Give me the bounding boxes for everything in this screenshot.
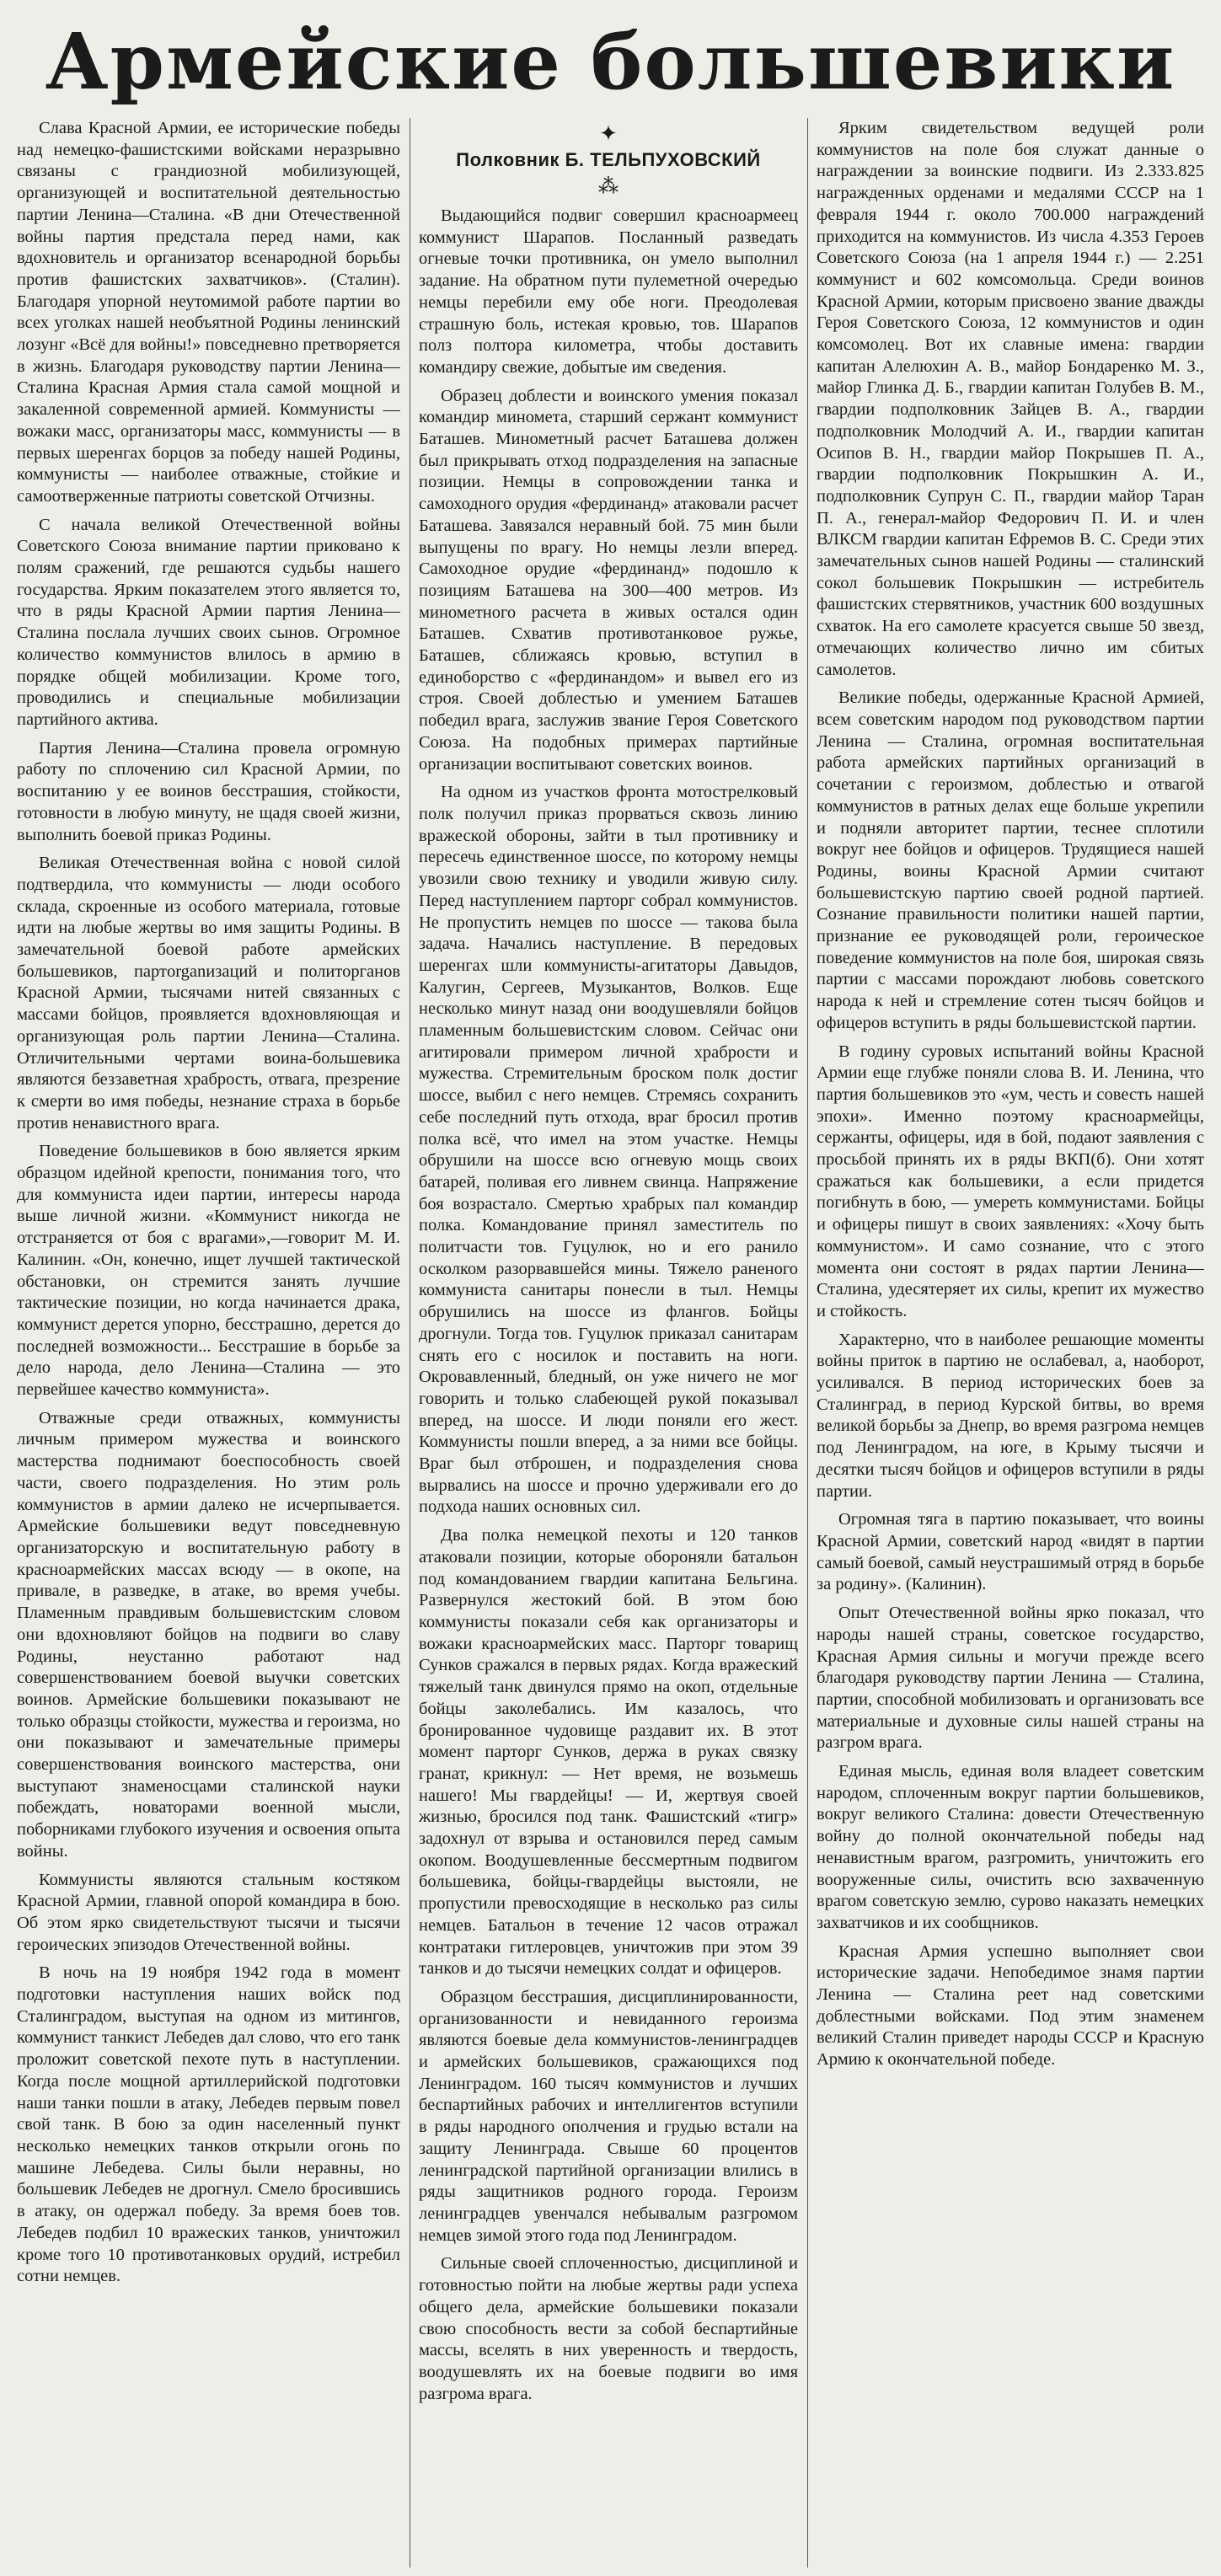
paragraph: В годину суровых испытаний войны Красной Армии еще глубже поняли слова В. И. Ленина, что партия большевиков это «ум, честь и совесть нашей эпохи». Именно поэтому красноармейцы, сержанты, офицеры, идя в бой, подают заявления с просьбой принять их в ряды ВКП(б). Они хотят сражаться как большевики, а если придется погибнуть в бою, — умереть коммунистами. Бойцы и офицеры пишут в своих заявлениях: «Хочу быть коммунистом». И само сознание, что с этого момента они состоят в рядах партии Ленина—Сталина, удесятеряет их силы, крепит их мужество и стойкость. [817,1042,1204,1320]
paragraph: Единая мысль, единая воля владеет советским народом, сплоченным вокруг партии большевиков, вокруг великого Сталина: довести Отечественную войну до полной окончательной победы над ненавистным врагом, разгромить, уничтожить его вооруженные силы, очистить всю захваченную врагом советскую землю, сурово наказать немецких захватчиков и их сообщников. [817,1762,1204,1932]
paragraph: В ночь на 19 ноября 1942 года в момент подготовки наступления наших войск под Сталинградом, выступая на одном из митингов, коммунист танкист Лебедев дал слово, что его танк проложит советской пехоте путь в наступлении. Когда после мощной артиллерийской подготовки наши танки пошли в атаку, Лебедев первым повел свой танк. В бою за один населенный пункт несколько немецких танков открыли огонь по машине Лебедева. Силы были неравны, но большевик Лебедев не дрогнул. Смело бросившись в атаку, он одержал победу. За время боев тов. Лебедев подбил 10 вражеских танков, уничтожил кроме того 10 противотанковых орудий, истребил сотни немцев. [17,1963,400,2286]
column-rule-2 [807,118,808,2568]
paragraph: Партия Ленина—Сталина провела огромную работу по сплочению сил Красной Армии, по воспитанию у ее воинов бесстрашия, стойкости, готовности в любую минуту, не щадя своей жизни, выполнить боевой приказ Родины. [17,738,400,844]
paragraph: Опыт Отечественной войны ярко показал, что народы нашей страны, советское государство, Красная Армия сильны и могучи прежде всего благодаря руководству партии Ленина — Сталина, партии, способной мобилизовать и организовать все материальные и духовные силы нашей страны на разгром врага. [817,1604,1204,1753]
paragraph: Образцом бесстрашия, дисциплинированности, организованности и невиданного героизма являются боевые дела коммунистов-ленинградцев и армейских большевиков, сражающихся под Ленинградом. 160 тысяч коммунистов и лучших беспартийных рабочих и интеллигентов вступили в ряды народного ополчения и грудью встали на защиту Ленинграда. Свыше 60 процентов ленинградской партийной организации влились в ряды защитников родного города. Героизм ленинградцев увенчался небывалым разгромом немцев зимой этого года под Ленинградом. [419,1987,798,2245]
paragraph: Отважные среди отважных, коммунисты личным примером мужества и воинского мастерства поднимают боеспособность своей части, своего подразделения. Но этим роль коммунистов в армии далеко не исчерпывается. Армейские большевики ведут повседневную организаторскую и воспитательную работу в красноармейских массах всюду — в окопе, на привале, в разведке, в атаке, во время учебы. Пламенным правдивым большевистским словом они вдохновляют бойцов на подвиги во славу Родины, неустанно работают над совершенствованием боевой выучки советских воинов. Армейские большевики показывают не только образцы стойкости, мужества и героизма, но они показывают и замечательные примеры совершенствования воинского мастерства, они выступают знаменосцами сталинской науки побеждать, новаторами военной мысли, поборниками глубокого изучения и освоения опыта войны. [17,1408,400,1861]
paragraph: Ярким свидетельством ведущей роли коммунистов на поле боя служат данные о награждении за воинские подвиги. Из 2.333.825 награжденных орденами и медалями СССР на 1 февраля 1944 г. около 700.000 награждений приходится на коммунистов. Из числа 4.353 Героев Советского Союза (на 1 апреля 1944 г.) — 2.251 коммунист и 602 комсомольца. Среди воинов Красной Армии, которым присвоено звание дважды Героя Советского Союза, 12 коммунистов и один комсомолец. Вот их славные имена: гвардии капитан Алелюхин А. В., майор Бондаренко М. З., майор Глинка Д. Б., гвардии капитан Голубев В. М., гвардии подполковник Зайцев В. А., гвардии подполковник Молодчий А. И., гвардии капитан Осипов В. Н., гвардии майор Покрышев П. А., гвардии подполковник Покрышкин А. И., подполковник Супрун С. П., гвардии майор Таран П. А., генерал-майор Федорович П. И. и член ВЛКСМ гвардии капитан Ефремов В. С. Среди этих замечательных сынов нашей Родины — сталинский сокол большевик Покрышкин — истребитель фашистских стервятников, участник 600 воздушных схваток. На его самолете красуется свыше 50 звезд, отмечающих количество лично им сбитых самолетов. [817,119,1204,679]
paragraph: Слава Красной Армии, ее исторические победы над немецко-фашистскими войсками неразрывно связаны с грандиозной мобилизующей, организующей и воспитательной деятельностью партии Ленина—Сталина. «В дни Отечественной войны партия предстала перед нами, как вдохновитель и организатор всенародной борьбы против фашистских захватчиков». (Сталин). Благодаря упорной неутомимой работе партии во всех уголках нашей необъятной Родины ленинский лозунг «Всё для войны!» повседневно претворяется в жизнь. Благодаря руководству партии Ленина—Сталина Красная Армия стала самой мощной и закаленной современной армией. Коммунисты — вожаки масс, организаторы масс, коммунисты — в первых шеренгах борцов за победу нашей Родины, коммунисты — наиболее отважные, стойкие и самоотверженные патриоты советской Отчизны. [17,119,400,506]
paragraph: Образец доблести и воинского умения показал командир миномета, старший сержант коммунист Баташев. Минометный расчет Баташева должен был прикрывать отход подразделения на запасные позиции. Немцы в сопровождении танка и самоходного орудия «фердинанд» атаковали расчет Баташева. Завязался неравный бой. 75 мин были выпущены по врагу. Но немцы лезли вперед. Самоходное орудие «фердинанд» подошло к позициям Баташева на 300—400 метров. Из минометного расчета в живых остался один Баташев. Схватив противотанковое ружье, Баташев, сближаясь кровью, вступил в единоборство с «фердинандом» и вывел его из строя. Своей доблестью и умением Баташев победил врага, заслужив звание Героя Советского Союза. На подобных примерах партийные организации воспитывают советских воинов. [419,386,798,774]
paragraph: Великая Отечественная война с новой силой подтвердила, что коммунисты — люди особого склада, скроенные из особого материала, готовые идти на любые жертвы во имя защиты Родины. В замечательной боевой работе армейских большевиков, партorganизаций и политорганов Красной Армии, тысячами нитей связанных с массами бойцов, проявляется вдохновляющая и организующая роль партии Ленина—Сталина. Отличительными чертами воина-большевика являются беззаветная храбрость, отвага, презрение к смерти во имя победы, незнание страха в борьбе против ненавистного врага. [17,854,400,1133]
paragraph: Огромная тяга в партию показывает, что воины Красной Армии, советский народ «видят в партии самый боевой, самый неустрашимый отряд в борьбе за родину». (Калинин). [817,1510,1204,1594]
ornament-top: ✦ [599,121,618,146]
paragraph: Поведение большевиков в бою является ярким образцом идейной крепости, понимания того, что для коммуниста идеи партии, интересы народа выше личной жизни. «Коммунист никогда не отстраняется от боя с врагами»,—говорит М. И. Калинин. «Он, конечно, ищет лучшей тактической обстановки, он стремится занять лучшие тактические позиции, но когда начинается драка, коммунист дерется упорно, бесстрашно, дерется до последней возможности... Бесстрашие в борьбе за дело народа, дело Ленина—Сталина — это первейшее качество коммуниста». [17,1142,400,1400]
article-column-2 [419,118,798,2569]
paragraph: Характерно, что в наиболее решающие моменты войны приток в партию не ослабевал, а, наоборот, усиливался. В период исторических боев за Сталинград, в период Курской битвы, во время великой борьбы за Днепр, во время разгрома немцев под Ленинградом, на юге, в Крыму тысячи и десятки тысяч бойцов и офицеров вступили в ряды партии. [817,1330,1204,1501]
article-column-3 [817,118,1204,2569]
paragraph: Коммунисты являются стальным костяком Красной Армии, главной опорой командира в бою. Об этом ярко свидетельствуют тысячи и тысячи героических эпизодов Отечественной войны. [17,1870,400,1954]
paragraph: Выдающийся подвиг совершил красноармеец коммунист Шарапов. Посланный разведать огневые точки противника, он умело выполнил задание. На обратном пути пулеметной очередью немцы перебили ему обе ноги. Преодолевая страшную боль, истекая кровью, тов. Шарапов полз полтора километра, чтобы доставить командиру свежие, добытые им сведения. [419,206,798,377]
paragraph: С начала великой Отечественной войны Советского Союза внимание партии приковано к полям сражений, где решаются судьбы нашего государства. Ярким показателем этого является то, что в ряды Красной Армии партия Ленина—Сталина послала лучших своих сынов. Огромное количество коммунистов влилось в армию в порядке общей мобилизации. Кроме того, проводились и специальные мобилизации партийного актива. [17,515,400,729]
article-headline: Армейские большевики [45,16,1176,107]
article-column-1 [17,118,400,2569]
paragraph: Два полка немецкой пехоты и 120 танков атаковали позиции, которые обороняли батальон под командованием гвардии капитана Бельгина. Развернулся жестокий бой. В этом бою коммунисты показали себя как организаторы и вожаки красноармейских масс. Парторг товарищ Сунков сражался в первых рядах. Когда вражеский тяжелый танк двинулся прямо на окоп, отдельные бойцы заколебались. Им казалось, что бронированное чудовище раздавит их. В этот момент парторг Сунков, держа в руках связку гранат, крикнул: — Нет время, не возьмешь нашего! Мы гвардейцы! — И, жертвуя своей жизнью, бросился под танк. Фашистский «тигр» задохнул от взрыва и остановился перед самым окопом. Воодушевленные бессмертным подвигом большевика, бойцы-гвардейцы выстояли, не пропустили превосходящие в несколько раз силы немцев. Батальон в течение 12 часов отражал контратаки гитлеровцев, уничтожив при этом 39 танков и до тысячи немецких солдат и офицеров. [419,1526,798,1979]
ornament-bottom: ⁂ [598,176,619,198]
paragraph: Сильные своей сплоченностью, дисциплиной и готовностью пойти на любые жертвы ради успеха общего дела, армейские большевики показали свою способность вести за собой беспартийные массы, вселять в них уверенность и твердость, воодушевлять их на боевые подвиги во имя разгрома врага. [419,2254,798,2403]
paragraph: Красная Армия успешно выполняет свои исторические задачи. Непобедимое знамя партии Ленина — Сталина реет над советскими доблестными войсками. Под этим знаменем великий Сталин приведет народы СССР и Красную Армию к окончательной победе. [817,1941,1204,2070]
author-byline: Полковник Б. ТЕЛЬПУХОВСКИЙ [456,149,761,170]
paragraph: На одном из участков фронта мотострелковый полк получил приказ прорваться сквозь линию вражеской обороны, зайти в тыл противнику и пересечь единственное шоссе, по которому немцы увозили свою технику и уводили живую силу. Перед наступлением парторг собрал коммунистов. Не пропустить немцев по шоссе — такова была задача. Начались наступление. В передовых шеренгах шли коммунисты-агитаторы Давыдов, Калугин, Сергеев, Музыкантов, Волков. Еще несколько минут назад они воодушевляли бойцов пламенным большевистским словом. Сейчас они агитировали примером личной храбрости и мужества. Стремительным броском полк достиг шоссе, выбил с него немцев. Стремясь сохранить себе последний путь отхода, враг бросил против полка всё, что имел на этом участке. Немцы обрушили на шоссе всю огневую мощь своих батарей, поливая его ливнем свинца. Напряжение боя возрастало. Смертью храбрых пал командир полка. Командование принял заместитель по политчасти тов. Гуцулюк, но и его ранило осколком разорвавшейся мины. Тяжело раненого коммуниста санитары понесли в тыл. Немцы обрушились на шоссе из флангов. Бойцы дрогнули. Тогда тов. Гуцулюк приказал санитарам снять его с носилок и поставить на ноги. Окровавленный, бледный, он уже ничего не мог говорить и только слабеющей рукой показывал вперед, на шоссе. И люди поняли его жест. Коммунисты пошли вперед, а за ними все бойцы. Враг был отброшен, и подразделения снова вырвались на шоссе и прочно удерживали его до подхода наших основных сил. [419,783,798,1517]
paragraph: Великие победы, одержанные Красной Армией, всем советским народом под руководством партии Ленина — Сталина, огромная воспитательная работа армейских партийных организаций в сочетании с героизмом, доблестью и отвагой коммунистов в ратных делах еще больше укрепили и подняли авторитет партии, теснее сплотили вокруг нее бойцов и офицеров. Трудящиеся нашей Родины, воины Красной Армии считают большевистскую партию своей родной партией. Сознание правильности политики нашей партии, признание ее руководящей роли, героическое поведение коммунистов на поле боя, широкая связь партии с массами порождают любовь советского народа к ней и стремление сотен тысяч бойцов и офицеров вступить в ряды большевистской партии. [817,688,1204,1032]
